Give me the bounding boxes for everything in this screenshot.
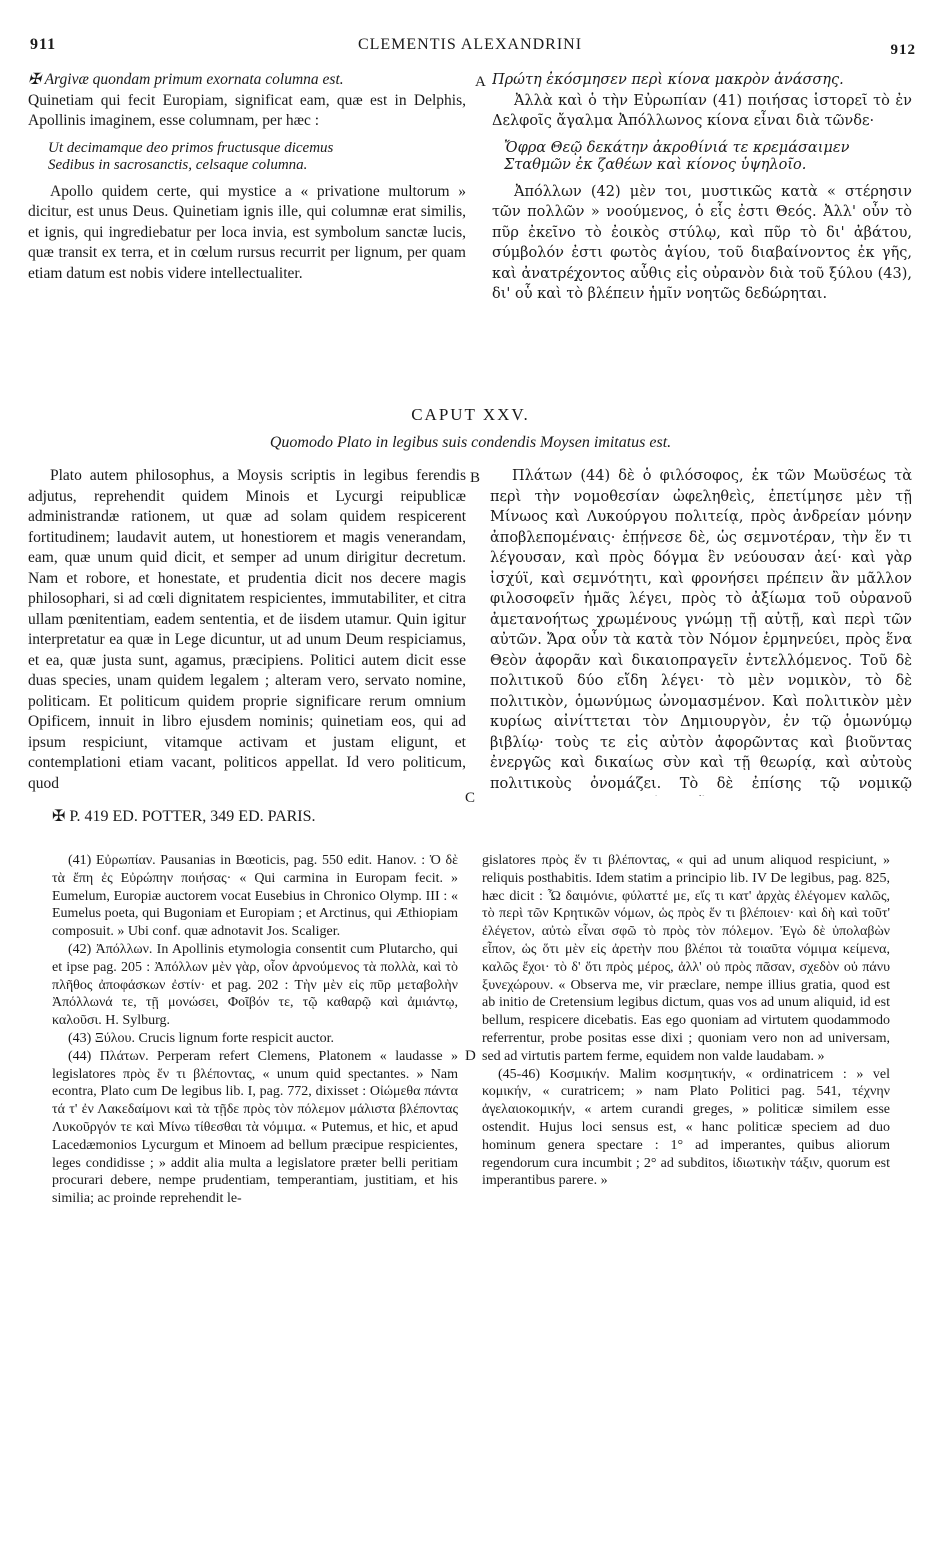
main-latin-column [28, 466, 466, 796]
main-greek-column [490, 466, 912, 796]
footnote: (45-46) Κοσμικήν. Malim κοσμητικήν, « ordinatricem : » vel κομικήν, « curatricem; » nam Plato Politici pag. 541, τέχνην ἀγελαιοκομικήν, « artem curandi greges, » politicæ similem esse ostendit. Hujus loci sensus est, « hanc politicæ speciem ad duo hominum genera spectare : 1° ad imperantes, quibus aliorum regendorum cura incumbit ; 2° ad subditos, ἰδιωτικὴν τάξιν, quorum est imperantibus parere. » [482, 1066, 890, 1189]
latin-verse [28, 140, 466, 174]
greek-paragraph: Ἀπόλλων (42) μὲν τοι, μυστικῶς κατὰ « στέρησιν τῶν πολλῶν » νοούμενος, ὁ εἷς ἐστι Θεός. Ἀλλ' οὖν τὸ πῦρ ἐκεῖνο τὸ ἐοικὸς στύλῳ, καὶ πῦρ τὸ δι' ἀβάτου, σύμβολόν ἐστι φωτὸς ἁγίου, τοῦ διαβαίνοντος ἐκ γῆς, καὶ ἀνατρέχοντος αὖθις εἰς οὐρανὸν διὰ τοῦ ξύλου (43), δι' οὗ καὶ τὸ βλέπειν ἡμῖν νοητῶς δεδώρηται. [492, 183, 912, 302]
latin-verse-line-1: Ut decimamque deo primos fructusque dicemus [48, 139, 334, 156]
greek-verse [492, 140, 912, 174]
margin-letter-b: B [470, 470, 481, 486]
chapter-title: CAPUT XXV. [411, 405, 530, 424]
greek-paragraph: Ἀλλὰ καὶ ὁ τὴν Εὐρωπίαν (41) ποιήσας ἱστορεῖ τὸ ἐν Δελφοῖς ἄγαλμα Ἀπόλλωνος κίονα εἶναι διὰ τῶνδε· [492, 92, 912, 129]
margin-letter-c: C [465, 790, 476, 806]
footnote: (41) Εὐρωπίαν. Pausanias in Bœoticis, pag. 550 edit. Hanov. : Ὁ δὲ τὰ ἔπη ἐς Εὐρώπην ποιήσας· « Qui carmina in Europam fecit. » Eumelum, Europiæ auctorem vocat Eusebius in Chronico Olymp. III : « Eumelus poeta, qui Bugoniam et Europiam ; et Arctinus, qui Æthiopiam composuit. » Ubi conf. quæ adnotavit Jos. Scaliger. [52, 853, 458, 940]
footnote: (44) Πλάτων. Perperam refert Clemens, Platonem « laudasse » legislatores πρὸς ἕν τι βλέποντας, « unum quid spectantes. » Nam econtra, Plato cum De legibus lib. I, pag. 772, dixisset : Οἰώμεθα πάντα τά τ' ἐν Λακεδαίμονι καὶ τὰ τῇδε πρὸς τὸν πόλεμον μάλιστα βλέποντας Λυκοῦργόν τε καὶ Μίνω τίθεσθαι τὰ νόμιμα. « Putemus, et hic, et apud Lacedæmonios Lycurgum et Minoem ad bellum præcipue respicientes, leges condidisse ; » addit alia multa a legislatore præter belli peritiam procurari debere, nempe prudentiam, temperantiam, justitiam, et his similia; ac proinde reprehendit le- [52, 1048, 458, 1207]
chapter-subtitle: Quomodo Plato in legibus suis condendis Moysen imitatus est. [269, 434, 672, 451]
top-greek-column [492, 70, 912, 400]
latin-paragraph: Plato autem philosophus, a Moysis scriptis in legibus ferendis adjutus, reprehendit quidem Minois et Lycurgi reipublicæ administrandæ rationem, ut quæ ad solam quidem respicerent fortitudinem; laudavit autem, ut honestiorem et magis venerandam, eam, quæ unum quid dicit, et semper ad unum dirigitur decretum. Nam et robore, et honestate, et prudentia dicit nos decere magis philosophari, si ad cœli dignitatem respicientes, immutabiliter, et citra ullam pœnitentiam, eadem sententia, et de iisdem utamur. Quin igitur interpretatur ea quæ in Lege dicuntur, ut ad unum Deum respiciamus, et ea, quæ justa sunt, agamus, præcipiens. Politici autem dicit esse duas species, unam quidem legalem ; alteram vero, servato nomine, politicam. Et politicum quidem proprie significare rerum omnium Opificem, innuit in libro ejusdem nominis; quinetiam eos, qui ad ipsum respiciunt, vitamque activam et justam eligunt, et contemplationi etiam vacant, politicos appellat. Id vero politicum, quod [28, 467, 466, 792]
latin-verse-line: ✠ Argivæ quondam primum exornata columna est. [28, 71, 344, 88]
footnote: (42) Ἀπόλλων. In Apollinis etymologia consentit cum Plutarcho, qui et ipse pag. 205 : Ἀπόλλων μὲν γὰρ, οἷον ἀρνούμενος τὰ πολλὰ, καὶ τὸ πλῆθος ἀποφάσκων ἐστίν· et pag. 202 : Τὴν μὲν εἰς πῦρ μεταβολὴν Ἀπόλλωνά τε, τῇ μονώσει, Φοῖβόν τε, τῷ καθαρῷ καὶ ἀμιάντῳ, καλοῦσι. H. Sylburg. [52, 941, 458, 1029]
page-header [30, 36, 916, 60]
margin-letter-d: D [465, 1048, 476, 1064]
page-number-right: 912 [890, 42, 916, 58]
greek-verse-line: Πρώτη ἐκόσμησεν περὶ κίονα μακρὸν ἀνάσσης. [492, 72, 844, 88]
greek-verse-line-2: Σταθμῶν ἐκ ζαθέων καὶ κίονος ὑψηλοῖο. [504, 156, 807, 173]
greek-verse-line-1: Ὄφρα Θεῷ δεκάτην ἀκροθίνιά τε κρεμάσαιμεν [504, 139, 850, 156]
latin-verse-line-2: Sedibus in sacrosanctis, celsaque columna. [48, 156, 308, 173]
greek-paragraph: Πλάτων (44) δὲ ὁ φιλόσοφος, ἐκ τῶν Μωϋσέως τὰ περὶ τὴν νομοθεσίαν ὠφεληθεὶς, ἐπετίμησε μὲν τῇ Μίνωος καὶ Λυκούργου πολιτείᾳ, πρὸς ἀνδρείαν μόνην ἀποβλεπομέναις· ἐπῄνεσε δὲ, ὡς σεμνοτέραν, τὴν ἕν τι λέγουσαν, καὶ πρὸς δόγμα ἓν νεύουσαν ἀεί· καὶ γὰρ ἰσχύϊ, καὶ σεμνότητι, καὶ φρονήσει πρέπειν ἂν μᾶλλον φιλοσοφεῖν ἡμᾶς λέγει, πρὸς τὸ ἀξίωμα τοῦ οὐρανοῦ ἀμετανοήτως χρωμένους γνώμῃ τῇ αὐτῇ, καὶ περὶ τῶν αὐτῶν. Ἄρα οὖν τὰ κατὰ τὸν Νόμον ἑρμηνεύει, πρὸς ἕνα Θεὸν ἀφορᾶν καὶ δικαιοπραγεῖν ἐντελλόμενος. Τοῦ δὲ πολιτικοῦ δύο εἴδη λέγει· τὸ μὲν νομικὸν, τὸ δὲ πολιτικὸν, ὁμωνύμως ὠνομασμένον. Καὶ πολιτικὸν μὲν κυρίως αἰνίττεται τὸν Δημιουργὸν, ἐν τῷ ὁμωνύμῳ βιβλίῳ· τοὺς τε εἰς αὐτὸν ἀφορῶντας καὶ βιοῦντας ἐνεργῶς καὶ δικαίως σὺν καὶ τῇ θεωρίᾳ, καὶ αὐτοὺς πολιτικοὺς ὀνομάζει. Τὸ δὲ ἐπίσης τῷ νομικῷ [490, 468, 912, 792]
top-latin-column [28, 70, 466, 400]
latin-paragraph: Apollo quidem certe, qui mystice a « privatione multorum » dicitur, est unus Deus. Quinetiam ignis ille, qui columnæ erat similis, et ignis, qui ingrediebatur per loca invia, est symbolum sanctæ lucis, quæ transit ex terra, et in cœlum rursus recurrit per lignum, per quam etiam datum est nobis videre intellectualiter. [28, 182, 466, 282]
margin-letter-a: A [475, 74, 486, 90]
edition-reference: ✠ P. 419 ED. POTTER, 349 ED. PARIS. [52, 808, 316, 825]
running-title: CLEMENTIS ALEXANDRINI [357, 36, 583, 53]
footnote-continuation: gislatores πρὸς ἕν τι βλέποντας, « qui ad unum aliquod respiciunt, » reliquis posthabitis. Idem statim a principio lib. IV De legibus, pag. 825, hæc dicit : Ὦ δαιμόνιε, φύλαττέ με, εἴς τι κατ' ἀρχὰς ἐλέγομεν καλῶς, τὸ περὶ τῶν Κρητικῶν νόμων, ὡς πρὸς ἕν τι βλέποιεν· καὶ δὴ καὶ τοῦτ' ἐλέγετον, αὐτὼ εἶναι σφῶ τὸ πρὸς τὸν πόλεμον. Ἐγὼ δὲ ὑπολαβὼν εἶπον, ὡς ὅτι μὲν εἰς ἀρετὴν που βλέποι τὰ τοιαῦτα νόμιμα κείμενα, καλῶς ἔχοι· τὸ δ' ὅτι πρὸς μέρος, ἀλλ' οὐ πρὸς πᾶσαν, σχεδὸν οὐ πάνυ ξυνεχώρουν. « Observa me, vir præclare, nempe illius gratia, quod est ab initio de Cretensium legibus dictum, quas vos ad unum aliquid, id est bellum, respicere dicebatis. Eas ego quoniam ad virtutem quodammodo referrentur, probe positas esse dixi ; quoniam vero non ad universam, sed ad virtutis partem ferme, equidem non valde laudabam. » [482, 853, 890, 1064]
page-number-left: 911 [30, 36, 57, 53]
latin-paragraph: Quinetiam qui fecit Europiam, significat eam, quæ est in Delphis, Apollinis imaginem, esse columnam, per hæc : [28, 91, 466, 129]
footnote: (43) Ξύλου. Crucis lignum forte respicit auctor. [68, 1030, 335, 1046]
footnotes-left [52, 852, 458, 1542]
footnotes-right [482, 852, 890, 1542]
